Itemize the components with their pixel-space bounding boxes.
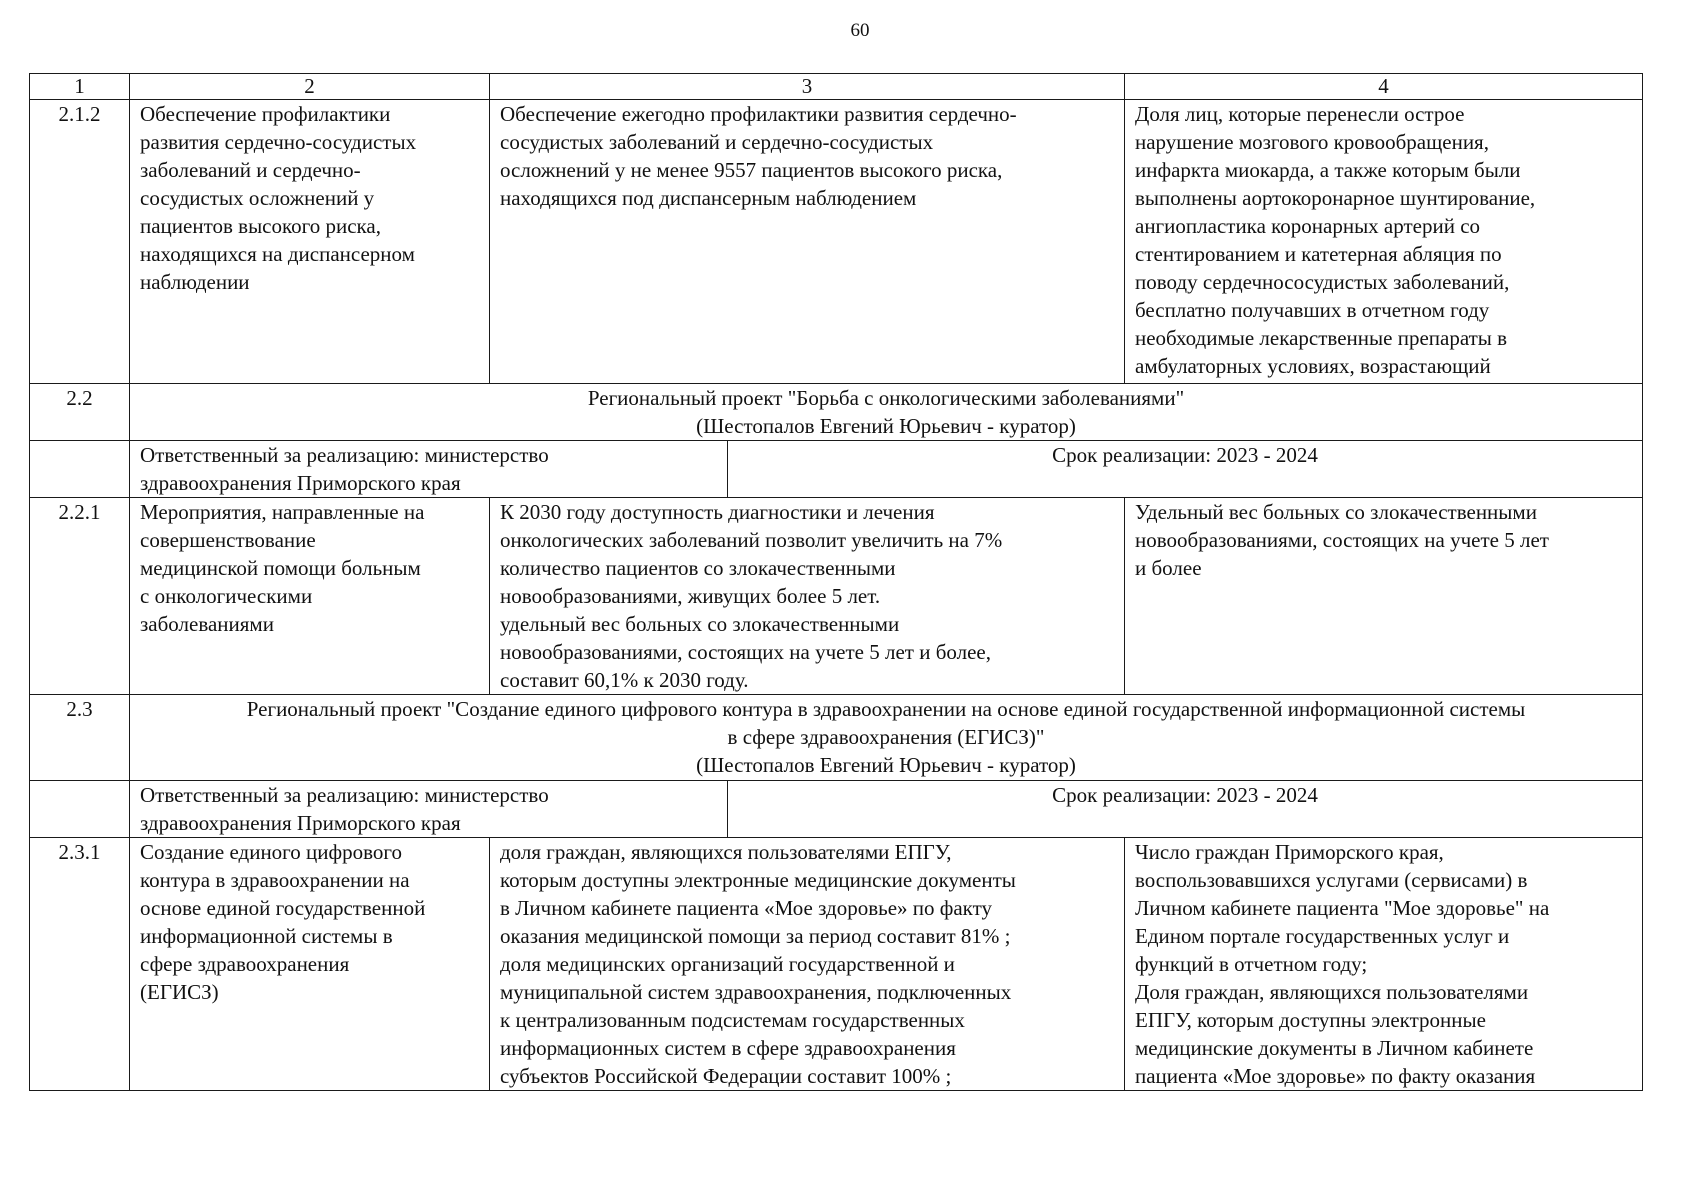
row-number: 2.1.2 — [30, 100, 130, 384]
table-header-row — [30, 74, 1643, 100]
table-row-2-3-1 — [30, 838, 1643, 1091]
measure-name: Обеспечение профилактики развития сердечно-сосудистых заболеваний и сердечно- сосудистых осложнений у пациентов высокого риска, находящихся на диспансерном наблюдении — [130, 100, 490, 384]
indicator — [1125, 100, 1643, 384]
expected-result: доля граждан, являющихся пользователями ЕПГУ, которым доступны электронные медицинские документы в Личном кабинете пациента «Мое здоровье» по факту оказания медицинской помощи за период составит 81% ; доля медицинских организаций государственной и муниципальной систем здравоохранения, подключенных к централизованным подсистемам государственных информационных систем в сфере здравоохранения субъектов Российской Федерации составит 100% ; — [490, 838, 1125, 1091]
project-title: Региональный проект "Создание единого цифрового контура в здравоохранении на основе единой государственной информационной системы в сфере здравоохранения (ЕГИСЗ)" (Шестопалов Евгений Юрьевич - куратор) — [130, 695, 1643, 781]
indicator: Удельный вес больных со злокачественными новообразованиями, состоящих на учете 5 лет и более — [1125, 498, 1643, 695]
measure-name: Создание единого цифрового контура в здравоохранении на основе единой государственной информационной системы в сфере здравоохранения (ЕГИСЗ) — [130, 838, 490, 1091]
implementation-term: Срок реализации: 2023 - 2024 — [728, 781, 1643, 838]
table-row-2-2-1 — [30, 498, 1643, 695]
project-row-2-3 — [30, 695, 1643, 781]
empty-cell — [30, 781, 130, 838]
responsible-row-2-2 — [30, 441, 1643, 498]
measure-name: Мероприятия, направленные на совершенствование медицинской помощи больным с онкологическими заболеваниями — [130, 498, 490, 695]
header-col-4: 4 — [1125, 74, 1643, 100]
page-number: 60 — [850, 20, 870, 41]
project-title: Региональный проект "Борьба с онкологическими заболеваниями" (Шестопалов Евгений Юрьевич - куратор) — [130, 384, 1643, 441]
indicator-text: Доля лиц, которые перенесли острое нарушение мозгового кровообращения, инфаркта миокарда, а также которым были выполнены аортокоронарное шунтирование, ангиопластика коронарных артерий со стентированием и катетерная абляция по поводу сердечнососудистых заболеваний, бесплатно получавших в отчетном году необходимые лекарственные препараты в амбулаторных условиях, возрастающий — [1135, 102, 1536, 378]
row-number: 2.3.1 — [30, 838, 130, 1091]
expected-result: Обеспечение ежегодно профилактики развития сердечно- сосудистых заболеваний и сердечно-сосудистых осложнений у не менее 9557 пациентов высокого риска, находящихся под диспансерным наблюдением — [490, 100, 1125, 384]
row-number: 2.3 — [30, 695, 130, 781]
empty-cell — [30, 441, 130, 498]
expected-result: К 2030 году доступность диагностики и лечения онкологических заболеваний позволит увеличить на 7% количество пациентов со злокачественными новообразованиями, живущих более 5 лет. удельный вес больных со злокачественными новообразованиями, состоящих на учете 5 лет и более, составит 60,1% к 2030 году. — [490, 498, 1125, 695]
responsible-party: Ответственный за реализацию: министерство здравоохранения Приморского края — [130, 441, 728, 498]
table-row-2-1-2 — [30, 100, 1643, 384]
responsible-party: Ответственный за реализацию: министерство здравоохранения Приморского края — [130, 781, 728, 838]
implementation-term: Срок реализации: 2023 - 2024 — [728, 441, 1643, 498]
header-col-3: 3 — [490, 74, 1125, 100]
indicator: Число граждан Приморского края, воспользовавшихся услугами (сервисами) в Личном кабинете пациента "Мое здоровье" на Едином портале государственных услуг и функций в отчетном году; Доля граждан, являющихся пользователями ЕПГУ, которым доступны электронные медицинские документы в Личном кабинете пациента «Мое здоровье» по факту оказания — [1125, 838, 1643, 1091]
row-number: 2.2.1 — [30, 498, 130, 695]
header-col-1: 1 — [30, 74, 130, 100]
row-number: 2.2 — [30, 384, 130, 441]
header-col-2: 2 — [130, 74, 490, 100]
measures-table — [29, 73, 1643, 1091]
responsible-row-2-3 — [30, 781, 1643, 838]
project-row-2-2 — [30, 384, 1643, 441]
